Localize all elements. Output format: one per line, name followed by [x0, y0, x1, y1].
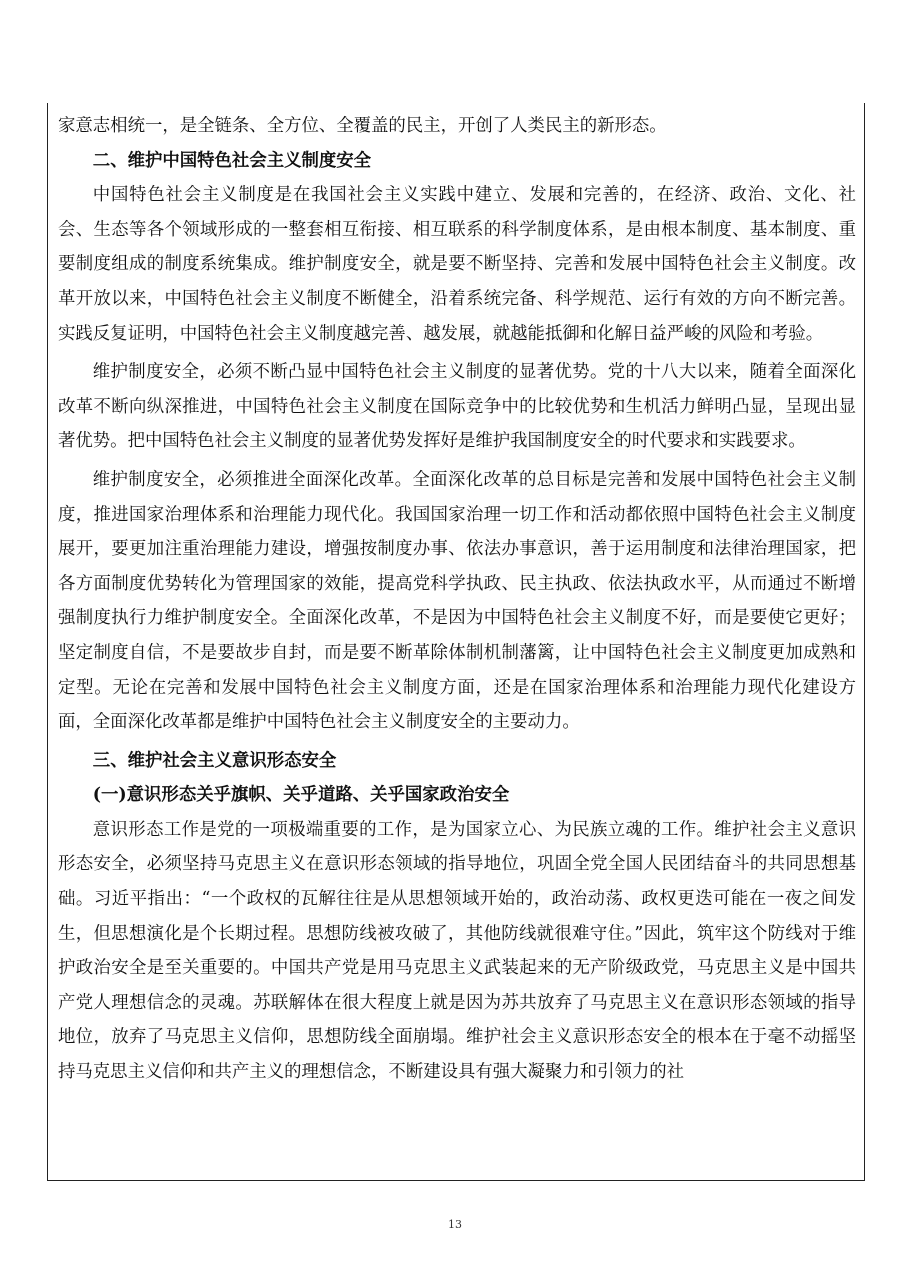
document-body — [58, 109, 856, 1090]
page-number: 13 — [448, 1218, 462, 1231]
paragraph-ideology: 意识形态工作是党的一项极端重要的工作，是为国家立心、为民族立魂的工作。维护社会主义意识形态安全，必须坚持马克思主义在意识形态领域的指导地位，巩固全党全国人民团结奋斗的共同思想基础。习近平指出：“一个政权的瓦解往往是从思想领域开始的，政治动荡、政权更迭可能在一夜之间发生，但思想演化是个长期过程。思想防线被攻破了，其他防线就很难守住。”因此，筑牢这个防线对于维护政治安全是至关重要的。中国共产党是用马克思主义武装起来的无产阶级政党，马克思主义是中国共产党人理想信念的灵魂。苏联解体在很大程度上就是因为苏共放弃了马克思主义在意识形态领域的指导地位，放弃了马克思主义信仰，思想防线全面崩塌。维护社会主义意识形态安全的根本在于毫不动摇坚持马克思主义信仰和共产主义的理想信念，不断建设具有强大凝聚力和引领力的社 — [58, 819, 856, 1083]
paragraph-advantage: 维护制度安全，必须不断凸显中国特色社会主义制度的显著优势。党的十八大以来，随着全面深化改革不断向纵深推进，中国特色社会主义制度在国际竞争中的比较优势和生机活力鲜明凸显，呈现出显著优势。把中国特色社会主义制度的显著优势发挥好是维护我国制度安全的时代要求和实践要求。 — [58, 362, 856, 452]
paragraph-reform: 维护制度安全，必须推进全面深化改革。全面深化改革的总目标是完善和发展中国特色社会主义制度，推进国家治理体系和治理能力现代化。我国国家治理一切工作和活动都依照中国特色社会主义制度展开，要更加注重治理能力建设，增强按制度办事、依法办事意识，善于运用制度和法律治理国家，把各方面制度优势转化为管理国家的效能，提高党科学执政、民主执政、依法执政水平，从而通过不断增强制度执行力维护制度安全。全面深化改革，不是因为中国特色社会主义制度不好，而是要使它更好；坚定制度自信，不是要故步自封，而是要不断革除体制机制藩篱，让中国特色社会主义制度更加成熟和定型。无论在完善和发展中国特色社会主义制度方面，还是在国家治理体系和治理能力现代化建设方面，全面深化改革都是维护中国特色社会主义制度安全的主要动力。 — [58, 469, 856, 733]
section-heading-3: 三、维护社会主义意识形态安全 — [92, 750, 337, 771]
subsection-heading-3-1: (一)意识形态关乎旗帜、关乎道路、关乎国家政治安全 — [92, 785, 510, 806]
content-frame — [47, 103, 865, 1181]
section-heading-2: 二、维护中国特色社会主义制度安全 — [92, 150, 372, 171]
paragraph-system: 中国特色社会主义制度是在我国社会主义实践中建立、发展和完善的，在经济、政治、文化、社会、生态等各个领域形成的一整套相互衔接、相互联系的科学制度体系，是由根本制度、基本制度、重要制度组成的制度系统集成。维护制度安全，就是要不断坚持、完善和发展中国特色社会主义制度。改革开放以来，中国特色社会主义制度不断健全，沿着系统完备、科学规范、运行有效的方向不断完善。实践反复证明，中国特色社会主义制度越完善、越发展，就越能抵御和化解日益严峻的风险和考验。 — [58, 185, 856, 344]
paragraph-continuation: 家意志相统一，是全链条、全方位、全覆盖的民主，开创了人类民主的新形态。 — [58, 116, 667, 136]
